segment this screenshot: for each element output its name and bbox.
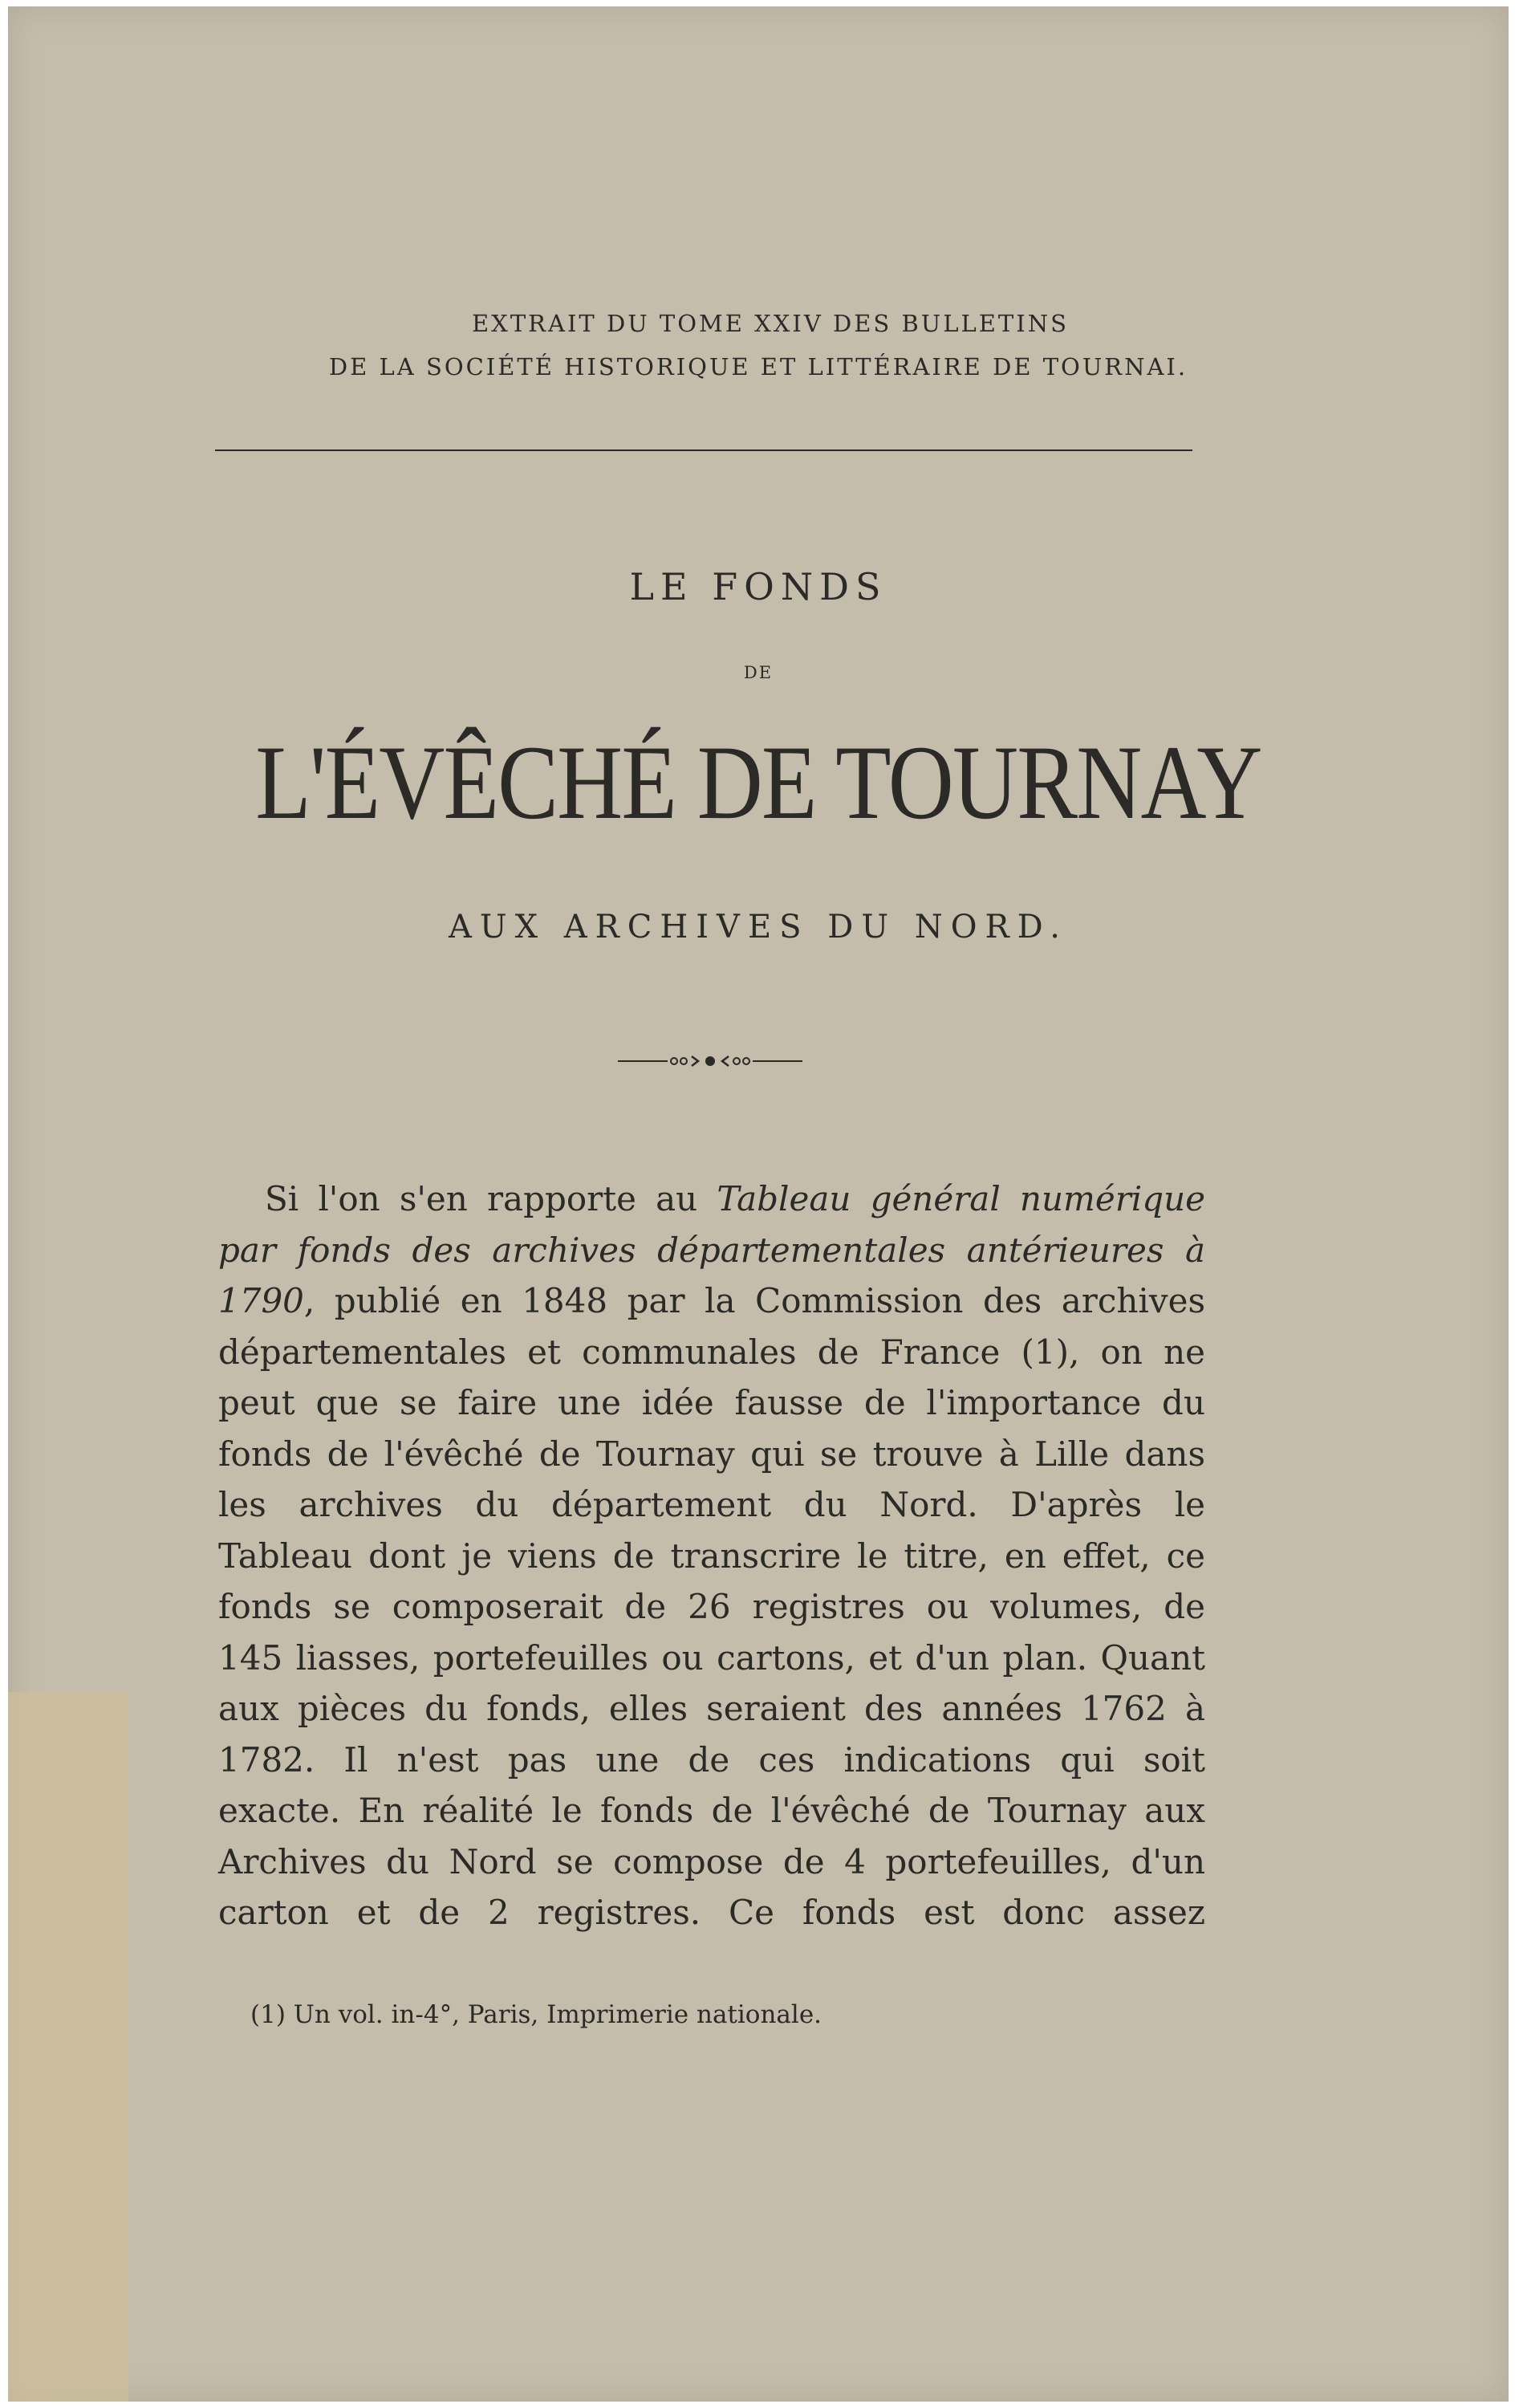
document-page [8, 6, 1509, 2402]
page-subtitle: AUX ARCHIVES DU NORD. [448, 909, 1069, 946]
body-line-3: 1790, publié en 1848 par la Commission des archives [218, 1281, 1205, 1320]
body-line-5: peut que se faire une idée fausse de l'importance du [218, 1383, 1205, 1422]
body-line-9: fonds se composerait de 26 registres ou volumes, de [218, 1587, 1205, 1626]
body-line-1: Si l'on s'en rapporte au Tableau général numérique [265, 1179, 1205, 1218]
body-line-8: Tableau dont je viens de transcrire le titre, en effet, ce [218, 1536, 1205, 1576]
body-line-15: carton et de 2 registres. Ce fonds est donc assez [218, 1893, 1205, 1932]
body-line-4: départementales et communales de France (1), on ne [218, 1332, 1205, 1372]
text-layer [8, 6, 1509, 2402]
body-paragraph [218, 1173, 1205, 1938]
header-rule [215, 449, 1192, 451]
body-line-11: aux pièces du fonds, elles seraient des années 1762 à [218, 1689, 1205, 1728]
body-line-6: fonds de l'évêché de Tournay qui se trouve à Lille dans [218, 1434, 1205, 1474]
ornament-divider-icon [618, 1051, 802, 1071]
body-line-14: Archives du Nord se compose de 4 portefeuilles, d'un [218, 1841, 1205, 1881]
header-line-2: DE LA SOCIÉTÉ HISTORIQUE ET LITTÉRAIRE DE TOURNAI. [328, 353, 1188, 380]
header-line-1: EXTRAIT DU TOME XXIV DES BULLETINS [472, 310, 1069, 337]
body-line-7: les archives du département du Nord. D'après le [218, 1485, 1205, 1524]
footnote: (1) Un vol. in-4°, Paris, Imprimerie nationale. [250, 2000, 822, 2029]
body-line-10: 145 liasses, portefeuilles ou cartons, et d'un plan. Quant [218, 1637, 1205, 1678]
body-line-12: 1782. Il n'est pas une de ces indications qui soit [218, 1739, 1205, 1780]
title-de: DE [743, 663, 774, 682]
body-line-2: par fonds des archives départementales antérieures à [218, 1230, 1205, 1270]
page-title: L'ÉVÊCHÉ DE TOURNAY [255, 723, 1261, 841]
body-line-13: exacte. En réalité le fonds de l'évêché de Tournay aux [218, 1791, 1205, 1830]
title-le-fonds: LE FONDS [629, 565, 887, 608]
